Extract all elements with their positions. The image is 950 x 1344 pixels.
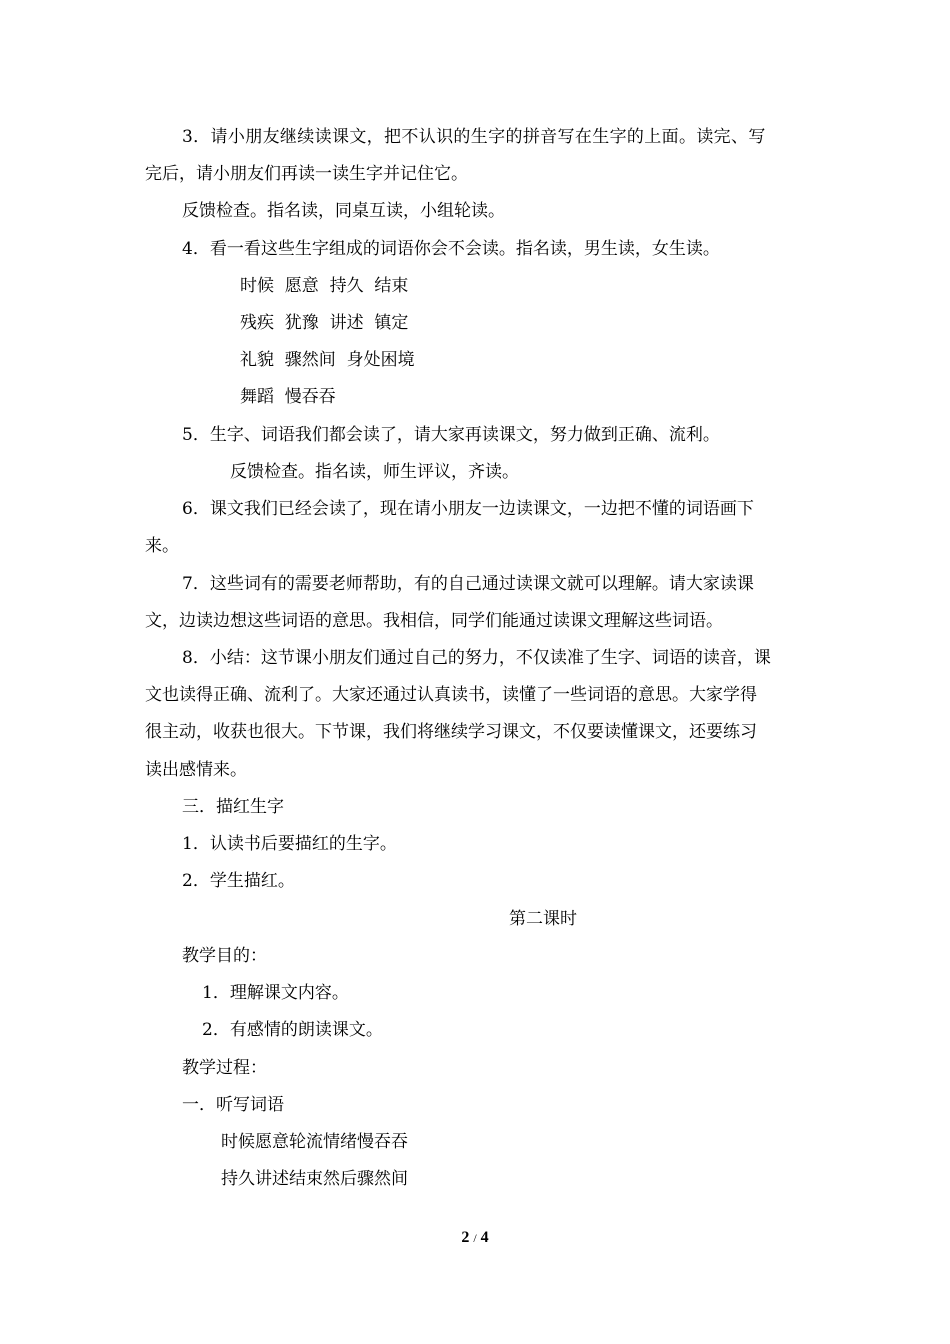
vocabulary-line: 时候 愿意 持久 结束 [240, 276, 409, 296]
paragraph-line: 5．生字、词语我们都会读了，请大家再读课文，努力做到正确、流利。 [182, 425, 720, 445]
paragraph-line: 很主动，收获也很大。下节课，我们将继续学习课文，不仅要读懂课文，还要练习 [145, 722, 757, 742]
total-pages-number: 4 [480, 1229, 489, 1246]
vocabulary-line: 残疾 犹豫 讲述 镇定 [240, 313, 409, 333]
paragraph-line: 3．请小朋友继续读课文，把不认识的生字的拼音写在生字的上面。读完、写 [182, 127, 766, 147]
page-number [0, 1228, 950, 1248]
paragraph-line: 8．小结：这节课小朋友们通过自己的努力，不仅读准了生字、词语的读音，课 [182, 648, 771, 668]
paragraph-line: 完后，请小朋友们再读一读生字并记住它。 [145, 164, 468, 184]
lesson-title: 第二课时 [509, 909, 577, 929]
dictation-words-line: 时候愿意轮流情绪慢吞吞 [221, 1132, 408, 1152]
section-heading: 教学过程： [182, 1058, 267, 1078]
list-item: 2．学生描红。 [182, 871, 295, 891]
section-heading: 一．听写词语 [182, 1095, 284, 1115]
paragraph-line: 6．课文我们已经会读了，现在请小朋友一边读课文，一边把不懂的词语画下 [182, 499, 754, 519]
list-item: 1．理解课文内容。 [202, 983, 349, 1003]
current-page-number: 2 [461, 1229, 470, 1246]
page-separator: / [473, 1231, 477, 1245]
paragraph-line: 文也读得正确、流利了。大家还通过认真读书，读懂了一些词语的意思。大家学得 [145, 685, 757, 705]
paragraph-line: 文，边读边想这些词语的意思。我相信，同学们能通过读课文理解这些词语。 [145, 611, 723, 631]
vocabulary-line: 礼貌 骤然间 身处困境 [240, 350, 415, 370]
section-heading: 三．描红生字 [182, 797, 284, 817]
dictation-words-line: 持久讲述结束然后骤然间 [221, 1169, 408, 1189]
paragraph-line: 7．这些词有的需要老师帮助，有的自己通过读课文就可以理解。请大家读课 [182, 574, 754, 594]
vocabulary-line: 舞蹈 慢吞吞 [240, 387, 336, 407]
paragraph-line: 4．看一看这些生字组成的词语你会不会读。指名读，男生读，女生读。 [182, 239, 720, 259]
paragraph-line: 读出感情来。 [145, 760, 247, 780]
list-item: 1．认读书后要描红的生字。 [182, 834, 397, 854]
paragraph-line: 来。 [145, 536, 179, 556]
paragraph-line: 反馈检查。指名读，师生评议，齐读。 [230, 462, 519, 482]
section-heading: 教学目的： [182, 946, 267, 966]
list-item: 2．有感情的朗读课文。 [202, 1020, 383, 1040]
paragraph-line: 反馈检查。指名读，同桌互读，小组轮读。 [182, 201, 505, 221]
